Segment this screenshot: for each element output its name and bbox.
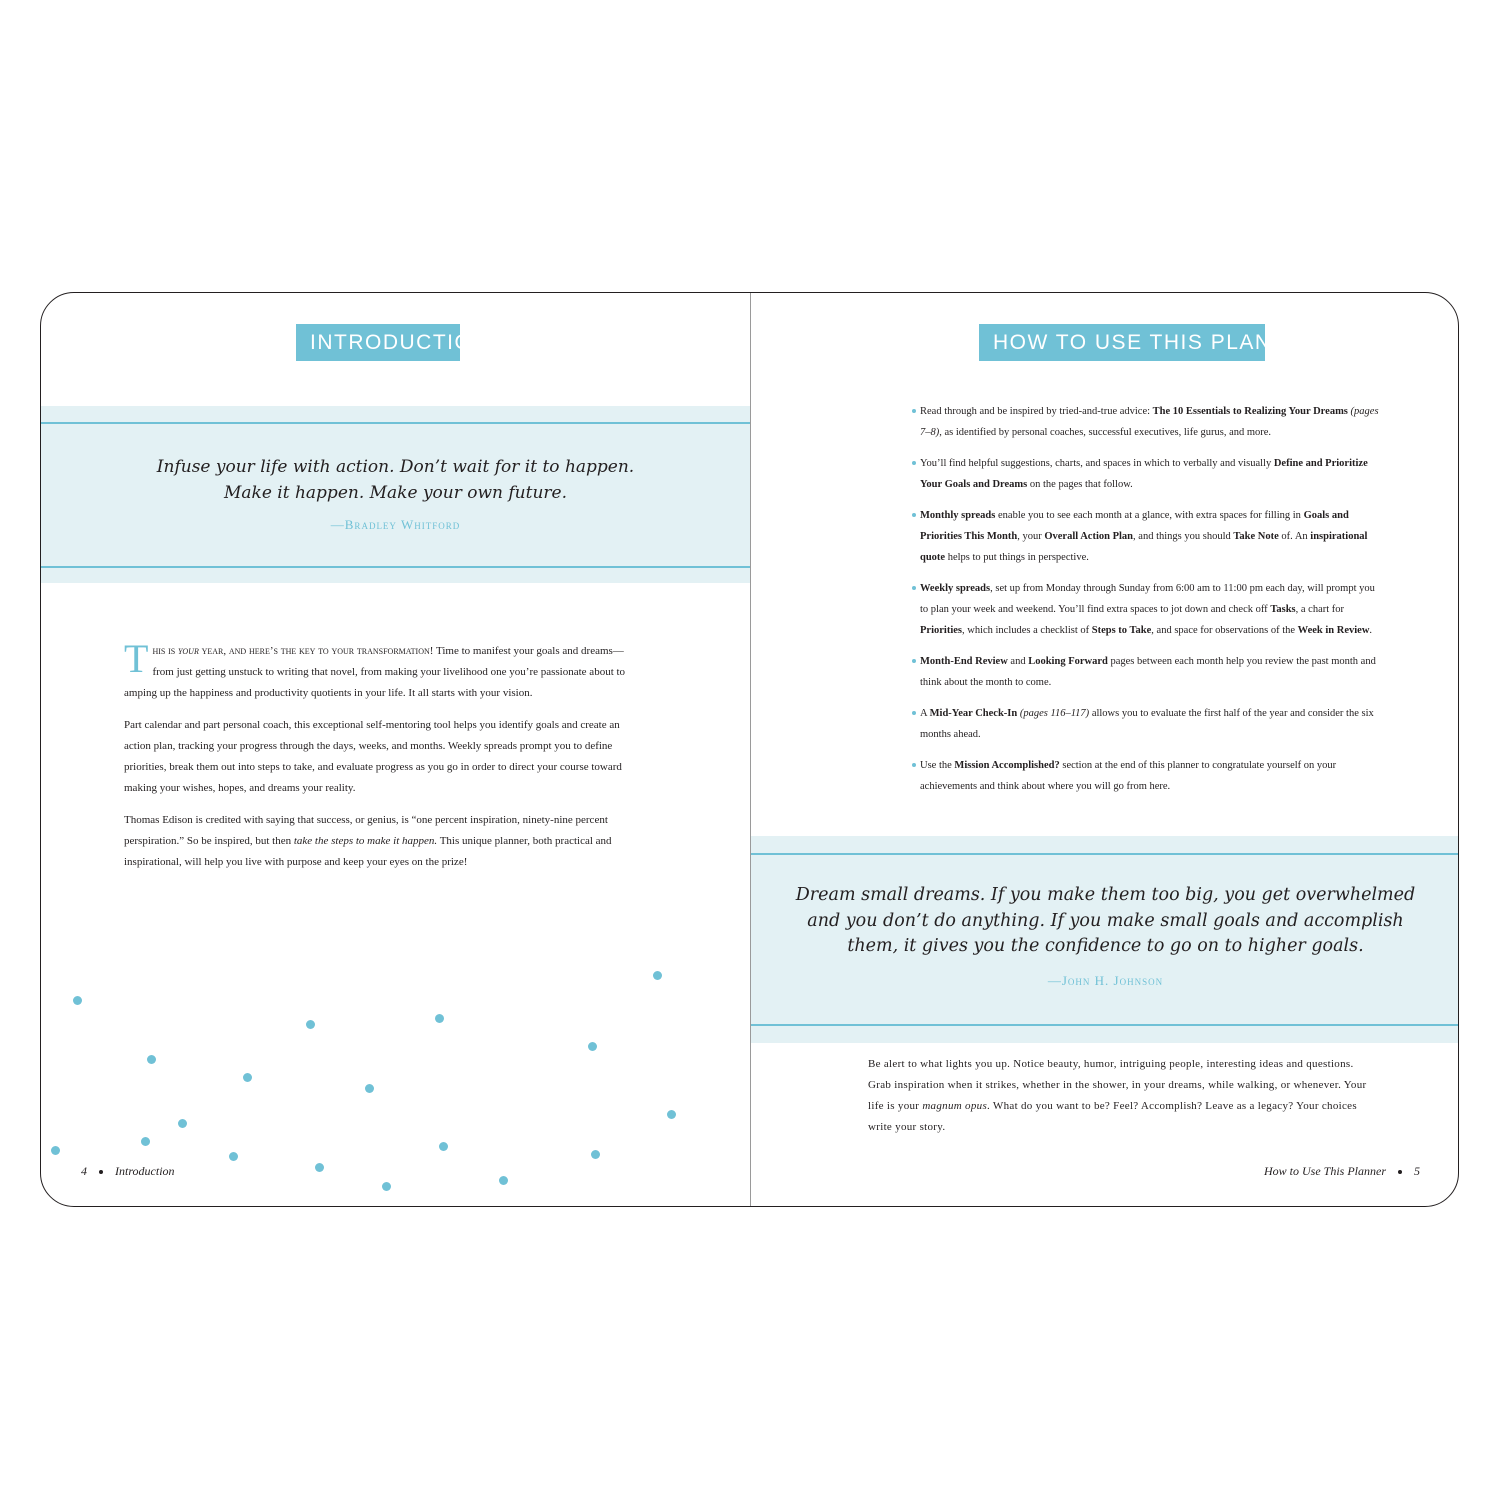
- quote-line: Make it happen. Make your own future.: [223, 483, 568, 503]
- text-run-bold: Mid-Year Check-In: [929, 708, 1018, 719]
- intro-lead-in: year, and here’s the key to your transformation!: [198, 645, 434, 657]
- intro-lead-in-emphasis: your: [177, 645, 199, 657]
- text-run: , a chart for: [1295, 604, 1345, 615]
- confetti-dot: [591, 1150, 600, 1159]
- intro-paragraph: [124, 636, 634, 704]
- text-run-italic: (pages 7–8): [920, 406, 1379, 438]
- text-run: section at the end of this planner to congratulate yourself on your achievements and think about where you will go from here.: [920, 760, 1337, 792]
- text-run-bold: Monthly spreads: [920, 510, 996, 521]
- book-spread: [40, 292, 1459, 1207]
- confetti-dot: [229, 1152, 238, 1161]
- quote-line: them, it gives you the confidence to go on to higher goals.: [847, 936, 1364, 956]
- confetti-dot: [439, 1142, 448, 1151]
- feature-list: [912, 401, 1382, 807]
- pull-quote: [751, 883, 1459, 960]
- text-run-italic: (pages 116–117): [1019, 708, 1090, 719]
- text-run: Use the: [920, 760, 955, 771]
- text-run-bold: Take Note: [1233, 531, 1279, 542]
- list-item: [912, 453, 1382, 495]
- confetti-dot: [588, 1042, 597, 1051]
- text-run: , which includes a checklist of: [961, 625, 1092, 636]
- text-run: Be alert to what lights you up. Notice beauty, humor, intriguing people, interesting ideas and questions. Grab inspiration when it strikes, whether in the shower, in your dreams, while walking, or whenever. Your life is your: [868, 1058, 1367, 1112]
- intro-body: [124, 636, 634, 884]
- quote-attribution: —John H. Johnson: [1047, 973, 1164, 988]
- confetti-dot: [73, 996, 82, 1005]
- folio: [1264, 1164, 1420, 1179]
- confetti-dot: [315, 1163, 324, 1172]
- text-run-bold: Goals and Priorities This Month: [920, 510, 1349, 542]
- text-run-bold: Overall Action Plan: [1044, 531, 1134, 542]
- confetti-dot: [306, 1020, 315, 1029]
- text-run: enable you to see each month at a glance, with extra spaces for filling in: [995, 510, 1304, 521]
- text-run-italic: take the steps to make it happen.: [293, 835, 438, 847]
- list-item: [912, 401, 1382, 443]
- text-run: on the pages that follow.: [1027, 479, 1133, 490]
- confetti-dot: [51, 1146, 60, 1155]
- text-run-bold: Weekly spreads: [920, 583, 991, 594]
- quote-attribution: —Bradley Whitford: [330, 517, 461, 532]
- confetti-dot: [147, 1055, 156, 1064]
- text-run: Read through and be inspired by tried-and-true advice:: [920, 406, 1153, 417]
- text-run: , and space for observations of the: [1151, 625, 1298, 636]
- text-run: , and things you should: [1133, 531, 1234, 542]
- bullet-dot-icon: [1398, 1170, 1402, 1174]
- quote-line: and you don’t do anything. If you make small goals and accomplish: [807, 910, 1404, 931]
- text-run: You’ll find helpful suggestions, charts, and spaces in which to verbally and visually: [920, 458, 1274, 469]
- text-run-bold: The 10 Essentials to Realizing Your Dreams: [1152, 406, 1348, 417]
- right-page: [751, 293, 1459, 1206]
- confetti-dot: [499, 1176, 508, 1185]
- divider: [751, 853, 1459, 855]
- left-page: [41, 293, 750, 1206]
- closing-paragraph: [868, 1054, 1373, 1138]
- body-paragraph: [124, 810, 634, 873]
- text-run: . What do you want to be? Feel? Accomplish? Leave as a legacy? Your choices write your story.: [868, 1100, 1357, 1133]
- page-number: 5: [1414, 1164, 1420, 1178]
- running-head: Introduction: [115, 1164, 175, 1178]
- list-item: [912, 703, 1382, 745]
- text-run: and: [1007, 656, 1029, 667]
- folio: [81, 1164, 175, 1179]
- text-run-bold: Priorities: [920, 625, 962, 636]
- text-run: , as identified by personal coaches, successful executives, life gurus, and more.: [939, 427, 1272, 438]
- divider: [41, 422, 750, 424]
- text-run-italic: magnum opus: [922, 1100, 988, 1112]
- text-run: A: [920, 708, 930, 719]
- text-run: This unique planner, both practical and inspirational, will help you live with purpose and keep your eyes on the prize!: [124, 835, 612, 868]
- text-run-bold: Tasks: [1270, 604, 1296, 615]
- text-run-bold: Define and Prioritize Your Goals and Dreams: [920, 458, 1368, 490]
- text-run-bold: Month-End Review: [920, 656, 1008, 667]
- confetti-dot: [243, 1073, 252, 1082]
- intro-text: Time to manifest your goals and dreams—from just getting unstuck to writing that novel, from making your livelihood one you’re passionate about to amping up the happiness and productivity quotients in your life. It all starts with your vision.: [124, 645, 626, 699]
- text-run: Thomas Edison is credited with saying that success, or genius, is “one percent inspiration, ninety-nine percent perspiration.” So be inspired, but then: [124, 814, 608, 847]
- divider: [41, 566, 750, 568]
- text-run-bold: Mission Accomplished?: [954, 760, 1060, 771]
- page-number: 4: [81, 1164, 87, 1178]
- text-run: allows you to evaluate the first half of the year and consider the six months ahead.: [920, 708, 1374, 740]
- text-run: of. An: [1278, 531, 1311, 542]
- text-run-bold: Steps to Take: [1091, 625, 1152, 636]
- body-paragraph: Part calendar and part personal coach, this exceptional self-mentoring tool helps you identify goals and create an action plan, tracking your progress through the days, weeks, and months. Weekly spreads prompt you to define priorities, break them out into steps to take, and evaluate progress as you go in order to direct your course toward making your wishes, hopes, and dreams your reality.: [124, 719, 622, 794]
- text-run: pages between each month help you review the past month and think about the month to come.: [920, 656, 1376, 688]
- text-run-bold: Week in Review: [1297, 625, 1370, 636]
- confetti-dot: [382, 1182, 391, 1191]
- text-run: .: [1369, 625, 1373, 636]
- pull-quote: [41, 454, 750, 506]
- confetti-dot: [141, 1137, 150, 1146]
- bullet-dot-icon: [99, 1170, 103, 1174]
- confetti-dot: [435, 1014, 444, 1023]
- list-item: [912, 651, 1382, 693]
- list-item: [912, 505, 1382, 568]
- quote-line: Dream small dreams. If you make them too big, you get overwhelmed: [795, 885, 1416, 905]
- list-item: [912, 755, 1382, 797]
- text-run: helps to put things in perspective.: [945, 552, 1089, 563]
- text-run: , your: [1017, 531, 1045, 542]
- confetti-dot: [653, 971, 662, 980]
- intro-lead-in: his is: [152, 645, 178, 657]
- confetti-dot: [667, 1110, 676, 1119]
- quote-band: [41, 406, 750, 583]
- text-run-bold: inspirational quote: [920, 531, 1368, 563]
- running-head: How to Use This Planner: [1263, 1164, 1386, 1178]
- divider: [751, 1024, 1459, 1026]
- quote-band: [751, 836, 1459, 1043]
- page-heading-introduction: INTRODUCTION: [296, 324, 460, 361]
- confetti-dot: [178, 1119, 187, 1128]
- text-run: , set up from Monday through Sunday from 6:00 am to 11:00 pm each day, will prompt you to plan your week and weekend. You’ll find extra spaces to jot down and check off: [920, 583, 1375, 615]
- list-item: [912, 578, 1382, 641]
- text-run-bold: Looking Forward: [1028, 656, 1108, 667]
- page-heading-how-to-use: HOW TO USE THIS PLANNER: [979, 324, 1265, 361]
- confetti-dot: [365, 1084, 374, 1093]
- quote-line: Infuse your life with action. Don’t wait for it to happen.: [156, 457, 635, 477]
- drop-cap: T: [124, 636, 149, 681]
